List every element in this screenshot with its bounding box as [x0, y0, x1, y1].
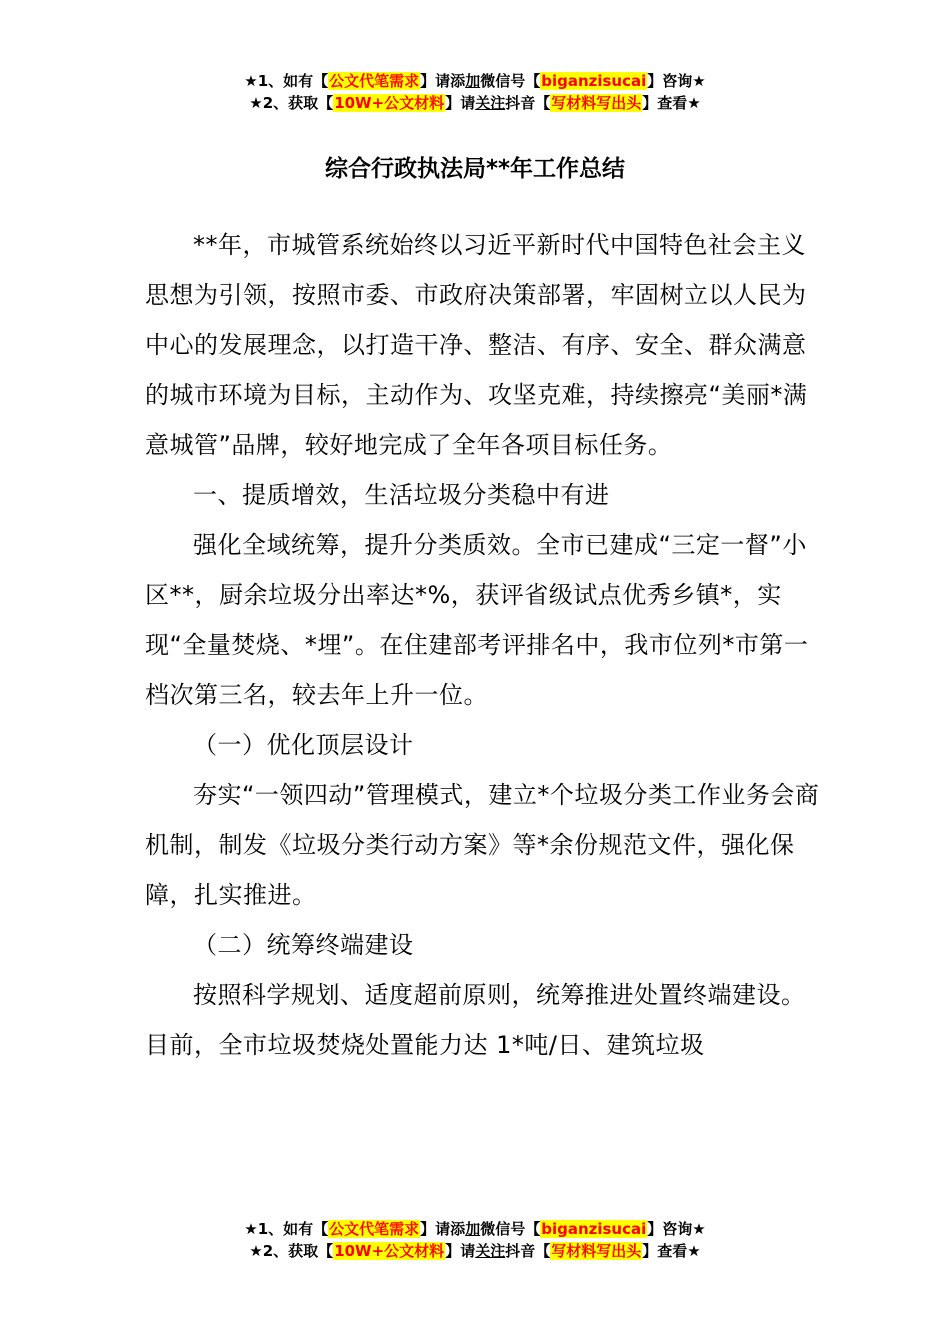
banner-text: ★1、如有【 [244, 1220, 329, 1238]
emphasis-text: 加 [465, 1220, 481, 1238]
banner-text: ★2、获取【 [249, 94, 334, 112]
section-heading: 一、提质增效，生活垃圾分类稳中有进 [193, 481, 610, 509]
emphasis-text: 加 [465, 72, 481, 90]
document-body [145, 220, 825, 1070]
banner-text: 】请添 [420, 1220, 466, 1238]
paragraph: 按照科学规划、适度超前原则，统筹推进处置终端建设。目前，全市垃圾焚烧处置能力达 1*吨/日、建筑垃圾 [145, 981, 806, 1059]
highlight-text: 10W+公文材料 [334, 1242, 445, 1260]
highlight-text: 公文代笔需求 [329, 72, 420, 90]
banner-text: ★1、如有【 [244, 72, 329, 90]
paragraph: 夯实“一领四动”管理模式，建立*个垃圾分类工作业务会商机制，制发《垃圾分类行动方案》等*余份规范文件，强化保障，扎实推进。 [145, 781, 820, 909]
subsection-heading: （二）统筹终端建设 [193, 931, 414, 959]
paragraph-intro: **年，市城管系统始终以习近平新时代中国特色社会主义思想为引领，按照市委、市政府决策部署，牢固树立以人民为中心的发展理念，以打造干净、整洁、有序、安全、群众满意的城市环境为目标，主动作为、攻坚克难，持续擦亮“美丽*满意城管”品牌，较好地完成了全年各项目标任务。 [145, 231, 808, 459]
banner-line-1 [0, 1218, 950, 1240]
wechat-id: biganzisucai [541, 1220, 647, 1238]
highlight-text: 10W+公文材料 [334, 94, 445, 112]
wechat-id: biganzisucai [541, 72, 647, 90]
douyin-account: 写材料写出头 [551, 94, 642, 112]
header-banner [0, 70, 950, 114]
banner-line-2 [0, 92, 950, 114]
banner-text: 】请 [445, 1242, 476, 1260]
highlight-text: 公文代笔需求 [329, 1220, 420, 1238]
banner-text: 】查看★ [642, 94, 701, 112]
banner-text: 微信号【 [480, 1220, 541, 1238]
banner-text: 抖音【 [505, 1242, 551, 1260]
banner-text: ★2、获取【 [249, 1242, 334, 1260]
paragraph: 强化全域统筹，提升分类质效。全市已建成“三定一督”小区**，厨余垃圾分出率达*%，获评省级试点优秀乡镇*，实现“全量焚烧、*埋”。在住建部考评排名中，我市位列*市第一档次第三名，较去年上升一位。 [145, 531, 809, 709]
banner-text: 】查看★ [642, 1242, 701, 1260]
douyin-account: 写材料写出头 [551, 1242, 642, 1260]
footer-banner [0, 1218, 950, 1262]
banner-line-2 [0, 1240, 950, 1262]
banner-text: 微信号【 [480, 72, 541, 90]
banner-text: 】咨询★ [647, 1220, 706, 1238]
banner-text: 抖音【 [505, 94, 551, 112]
emphasis-text: 关注 [475, 94, 506, 112]
banner-line-1 [0, 70, 950, 92]
banner-text: 】请 [445, 94, 476, 112]
emphasis-text: 关注 [475, 1242, 506, 1260]
subsection-heading: （一）优化顶层设计 [193, 731, 414, 759]
banner-text: 】咨询★ [647, 72, 706, 90]
document-title: 综合行政执法局**年工作总结 [324, 156, 626, 182]
banner-text: 】请添 [420, 72, 466, 90]
